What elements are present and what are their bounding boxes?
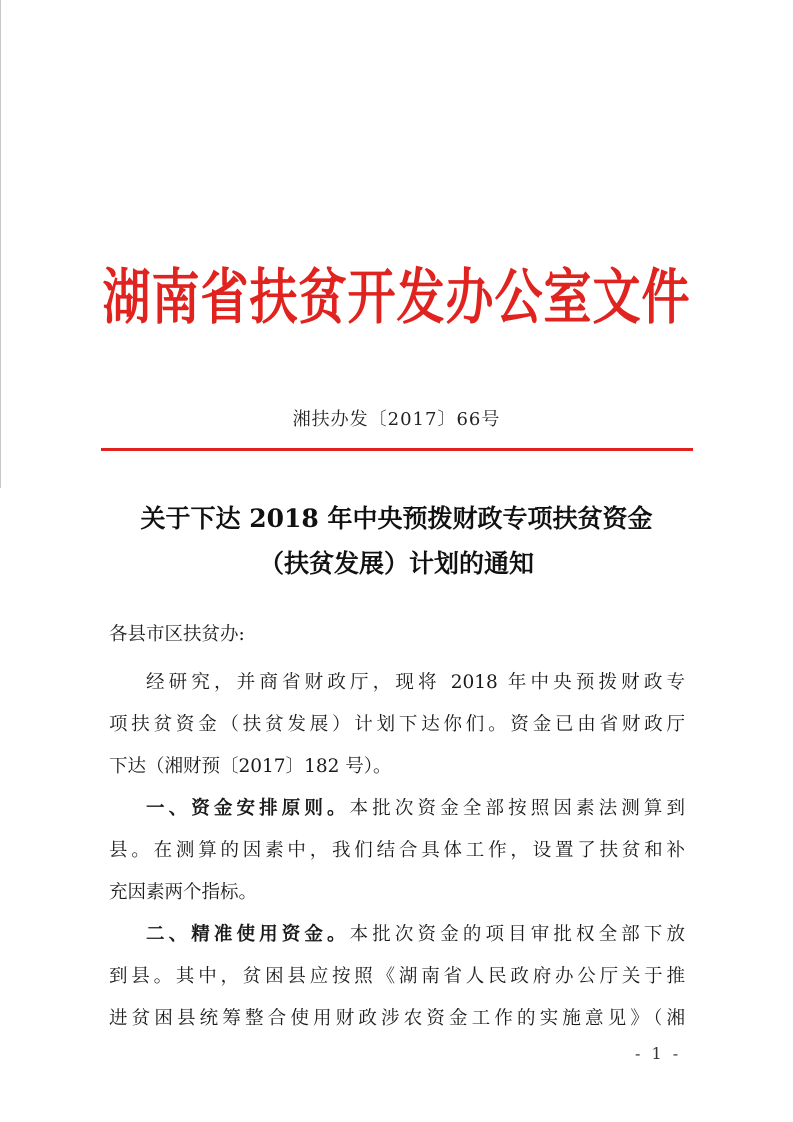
section-1-text: 本批次资金全部按照因素法测算到 — [349, 798, 685, 819]
page-number: - 1 - — [635, 1044, 682, 1063]
paragraph-1-line-3: 下达（湘财预〔2017〕182 号）。 — [109, 756, 392, 777]
section-1-line-3: 充因素两个指标。 — [109, 882, 258, 903]
section-2-text: 本批次资金的项目审批权全部下放 — [349, 924, 685, 945]
header-red-rule — [101, 448, 693, 451]
section-1-heading: 一、资金安排原则。 — [146, 798, 350, 819]
section-2-heading: 二、精准使用资金。 — [146, 924, 350, 945]
paragraph-1-line-2: 项扶贫资金（扶贫发展）计划下达你们。资金已由省财政厅 — [109, 714, 685, 735]
section-1-line-2: 县。在测算的因素中，我们结合具体工作，设置了扶贫和补 — [109, 840, 685, 861]
section-2-line-3: 进贫困县统筹整合使用财政涉农资金工作的实施意见》（湘 — [109, 1008, 685, 1029]
section-2-first-line — [146, 926, 685, 945]
section-1-first-line — [146, 800, 685, 819]
paragraph-1-line-1: 经研究，并商省财政厅，现将 2018 年中央预拨财政专 — [146, 672, 685, 693]
document-number: 湘扶办发〔2017〕66号 — [292, 409, 501, 430]
salutation: 各县市区扶贫办: — [109, 624, 245, 645]
document-title-line-2: （扶贫发展）计划的通知 — [258, 549, 534, 578]
document-title-line-1: 关于下达 2018 年中央预拨财政专项扶贫资金 — [140, 504, 653, 533]
section-2-line-2: 到县。其中，贫困县应按照《湖南省人民政府办公厅关于推 — [109, 966, 685, 987]
issuer-header-title: 湖南省扶贫开发办公室文件 — [102, 263, 691, 333]
